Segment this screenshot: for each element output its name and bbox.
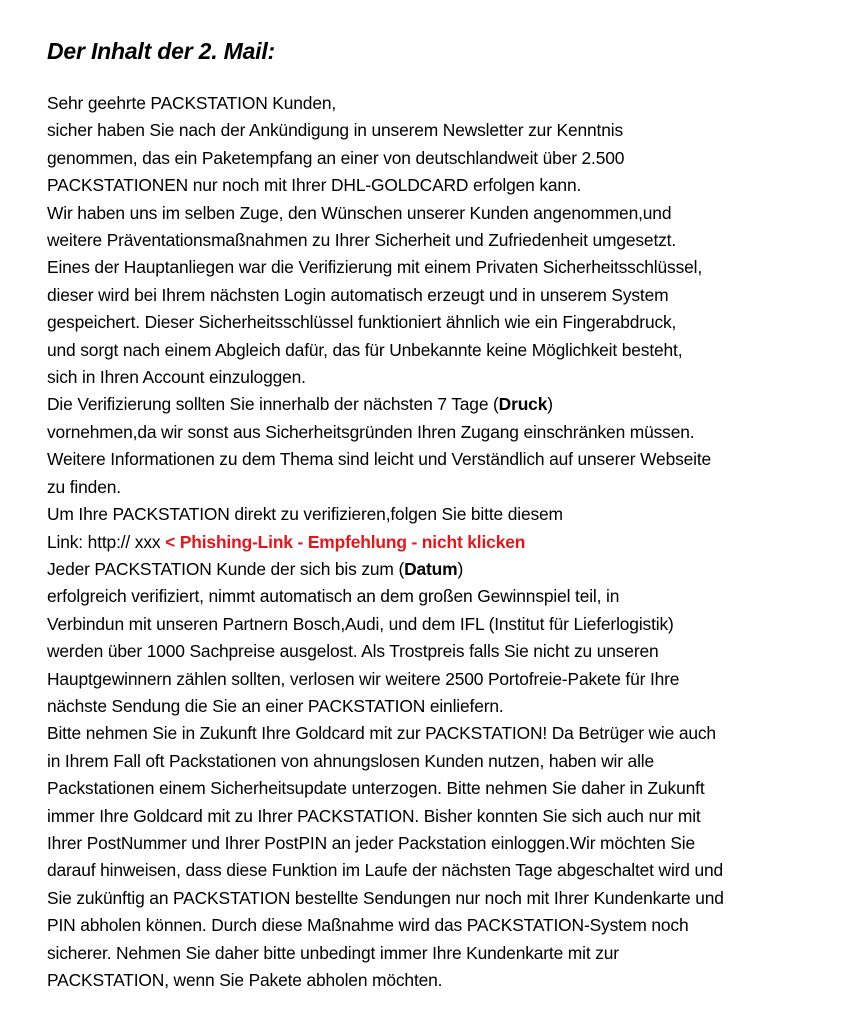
date-suffix: ) [457, 558, 464, 579]
body-line: Eines der Hauptanliegen war die Verifizierung mit einem Privaten Sicherheitsschlüssel, [47, 257, 703, 278]
mail-document [47, 34, 857, 994]
body-line: Wir haben uns im selben Zuge, den Wünschen unserer Kunden angenommen,und [47, 202, 672, 223]
phishing-warning: < Phishing-Link - Empfehlung - nicht klicken [165, 531, 526, 552]
body-line-deadline [47, 391, 857, 418]
body-line: PACKSTATION, wenn Sie Pakete abholen möchten. [47, 970, 443, 990]
body-line: Ihrer PostNummer und Ihrer PostPIN an jeder Packstation einloggen.Wir möchten Sie [47, 832, 696, 853]
body-line: Packstationen einem Sicherheitsupdate unterzogen. Bitte nehmen Sie daher in Zukunft [47, 778, 705, 799]
body-line: Weitere Informationen zu dem Thema sind leicht und Verständlich auf unserer Webseite [47, 449, 712, 470]
body-line: sicher haben Sie nach der Ankündigung in unserem Newsletter zur Kenntnis [47, 120, 623, 141]
body-line-date [47, 556, 857, 583]
body-line: zu finden. [47, 476, 121, 497]
body-line: Sie zukünftig an PACKSTATION bestellte Sendungen nur noch mit Ihrer Kundenkarte und [47, 887, 724, 908]
body-line: genommen, das ein Paketempfang an einer von deutschlandweit über 2.500 [47, 147, 625, 168]
body-line: Hauptgewinnern zählen sollten, verlosen wir weitere 2500 Portofreie-Pakete für Ihre [47, 668, 680, 689]
body-line: weitere Präventationsmaßnahmen zu Ihrer Sicherheit und Zufriedenheit umgesetzt. [47, 230, 677, 251]
page-title: Der Inhalt der 2. Mail: [47, 38, 276, 64]
body-line: dieser wird bei Ihrem nächsten Login automatisch erzeugt und in unserem System [47, 284, 669, 305]
body-line: PACKSTATIONEN nur noch mit Ihrer DHL-GOLDCARD erfolgen kann. [47, 175, 582, 196]
body-line: sicherer. Nehmen Sie daher bitte unbedingt immer Ihre Kundenkarte mit zur [47, 942, 619, 963]
body-line: und sorgt nach einem Abgleich dafür, das für Unbekannte keine Möglichkeit besteht, [47, 339, 683, 360]
body-line: Um Ihre PACKSTATION direkt zu verifizieren,folgen Sie bitte diesem [47, 504, 563, 525]
date-placeholder: Datum [404, 558, 458, 579]
body-line: gespeichert. Dieser Sicherheitsschlüssel funktioniert ähnlich wie ein Fingerabdruck, [47, 312, 677, 333]
deadline-placeholder: Druck [498, 394, 548, 415]
body-line: sich in Ihren Account einzuloggen. [47, 367, 306, 388]
body-line: nächste Sendung die Sie an einer PACKSTATION einliefern. [47, 695, 504, 716]
body-line: erfolgreich verifiziert, nimmt automatisch an dem großen Gewinnspiel teil, in [47, 586, 620, 607]
body-line: immer Ihre Goldcard mit zu Ihrer PACKSTATION. Bisher konnten Sie sich auch nur mit [47, 805, 701, 826]
greeting-line: Sehr geehrte PACKSTATION Kunden, [47, 93, 337, 113]
body-line: Verbindun mit unseren Partnern Bosch,Audi, und dem IFL (Institut für Lieferlogistik) [47, 613, 674, 634]
deadline-suffix: ) [547, 394, 553, 415]
body-line: werden über 1000 Sachpreise ausgelost. Als Trostpreis falls Sie nicht zu unseren [47, 641, 659, 662]
mail-body [47, 90, 857, 994]
body-line-link [47, 529, 857, 556]
deadline-prefix: Die Verifizierung sollten Sie innerhalb der nächsten 7 Tage ( [47, 394, 499, 415]
body-line: PIN abholen können. Durch diese Maßnahme wird das PACKSTATION-System noch [47, 915, 689, 936]
date-prefix: Jeder PACKSTATION Kunde der sich bis zum ( [47, 558, 405, 579]
body-line: Bitte nehmen Sie in Zukunft Ihre Goldcard mit zur PACKSTATION! Da Betrüger wie auch [47, 723, 716, 744]
body-line: in Ihrem Fall oft Packstationen von ahnungslosen Kunden nutzen, haben wir alle [47, 750, 655, 771]
body-line: vornehmen,da wir sonst aus Sicherheitsgründen Ihren Zugang einschränken müssen. [47, 421, 695, 442]
link-prefix: Link: http:// xxx [47, 531, 166, 552]
body-line: darauf hinweisen, dass diese Funktion im Laufe der nächsten Tage abgeschaltet wird und [47, 860, 724, 881]
